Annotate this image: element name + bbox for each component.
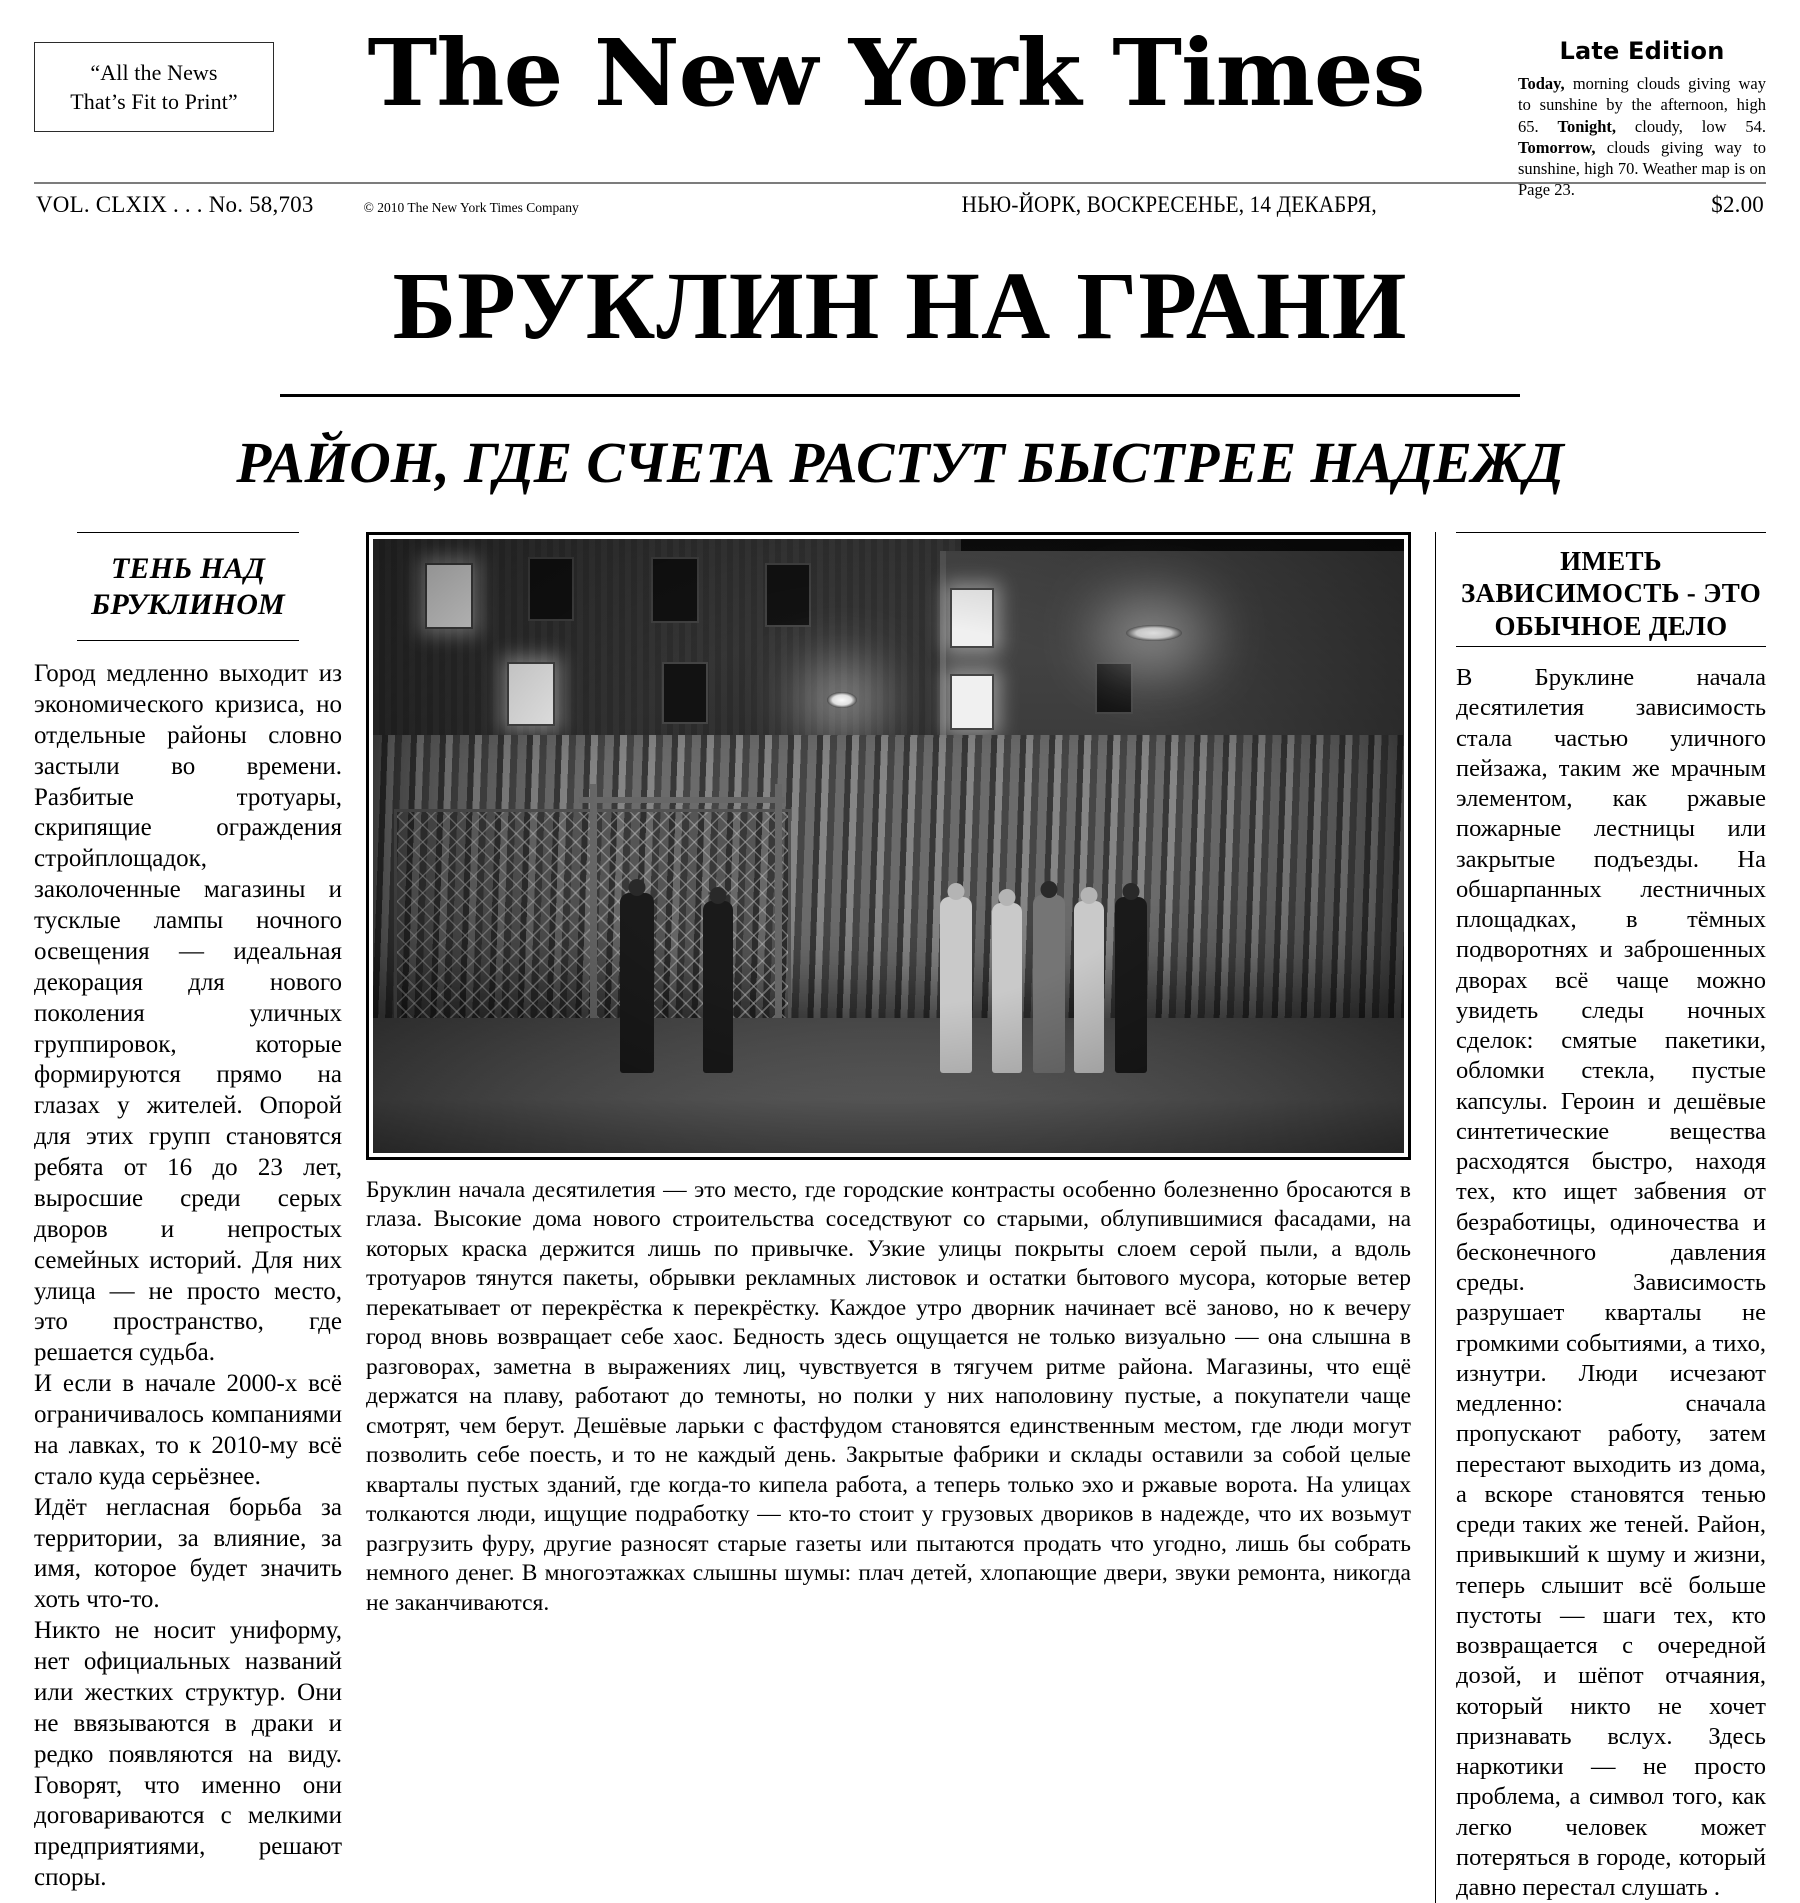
volume-number: VOL. CLXIX . . . No. 58,703 [36,192,314,217]
weather-tomorrow-text: clouds giving way to sunshine, high 70. Weather map is on Page 23. [1518,137,1766,200]
right-kicker-line-1: ИМЕТЬ [1560,545,1662,576]
right-kicker [1456,533,1766,646]
headline-divider [280,394,1520,397]
left-kicker-line-1: ТЕНЬ НАД [110,551,266,585]
right-kicker-rule-bottom [1456,646,1766,647]
slogan-line-2: That’s Fit to Print” [70,89,238,114]
folio-line [34,184,1766,218]
left-kicker-line-2: БРУКЛИНОМ [91,588,285,622]
left-paragraph-4: Никто не носит униформу, нет официальных названий или жестких структур. Они не ввязываются в драки и редко появляются на виду. Говорят, что именно они договариваются с мелкими предприятиями, решают споры. [34,1617,342,1892]
photo-caption-wrap [366,1176,1411,1618]
main-headline: БРУКЛИН НА ГРАНИ [392,252,1408,359]
weather-today-label: Today, [1518,73,1565,93]
left-kicker-rule-bottom [77,640,299,641]
right-kicker-line-3: ОБЫЧНОЕ ДЕЛО [1494,610,1728,641]
lead-photo-frame [366,532,1411,1160]
copyright-notice: © 2010 The New York Times Company [363,200,579,215]
price: $2.00 [1711,192,1764,217]
right-kicker-line-2: ЗАВИСИМОСТЬ - ЭТО [1461,578,1761,609]
left-paragraph-2: И если в начале 2000-х всё ограничивалось компаниями на лавках, то к 2010-му всё стало куда серьёзнее. [34,1370,342,1490]
left-paragraph-1: Город медленно выходит из экономического кризиса, но отдельные районы словно застыли во времени. Разбитые тротуары, скрипящие ограждения стройплощадок, заколоченные магазины и тусклые лампы ночного освещения — идеальная декорация для нового поколения уличных группировок, которые формируются прямо на глазах у жителей. Опорой для этих групп становятся ребята от 16 до 23 лет, выросшие среди серых дворов и непростых семейных историй. Для них улица — не просто место, это пространство, где решается судьба. [34,660,342,1367]
dateline: НЬЮ-ЙОРК, ВОСКРЕСЕНЬЕ, 14 ДЕКАБРЯ, [961,192,1377,217]
edition-label: Late Edition [1559,37,1725,65]
photo-caption: Бруклин начала десятилетия — это место, где городские контрасты особенно болезненно бросаются в глаза. Высокие дома нового строительства соседствуют со старыми, облупившимися фасадами, на которых краска держится лишь по привычке. Узкие улицы покрыты слоем серой пыли, а вдоль тротуаров тянутся пакеты, обрывки рекламных листовок и остатки бытового мусора, которые ветер перекатывает от перекрёстка к перекрёстку. Каждое утро дворник начинает всё заново, но к вечеру город вновь возвращает себе хаос. Бедность здесь ощущается не только визуально — она слышна в разговорах, заметна в выражениях лиц, чувствуется в тягучем ритме района. Магазины, что ещё держатся на плаву, работают до темноты, но полки у них наполовину пустые, а покупатели чаще смотрят, чем берут. Дешёвые ларьки с фастфудом становятся единственным местом, где люди могут позволить себе поесть, и то не каждый день. Закрытые фабрики и склады оставили за собой целые кварталы пустых зданий, где когда-то кипела работа, а теперь только эхо и ржавые ворота. На улицах толкаются люди, ищущие подработку — кто-то стоит у грузовых двориков в надежде, что их возьмут разгрузить фуру, другие разносят старые газеты или пытаются продать что угодно, лишь бы собрать немного денег. В многоэтажках слышны шумы: плач детей, хлопающие двери, звуки ремонта, никогда не заканчиваются. [366,1176,1411,1616]
slogan-box [34,42,274,132]
weather-tomorrow-label: Tomorrow, [1518,137,1596,157]
newspaper-logo: The New York Times [367,19,1425,127]
left-kicker [34,533,342,626]
photo-vignette [373,539,1404,1153]
weather-tonight-label: Tonight, [1557,116,1617,136]
weather-forecast [1518,73,1766,201]
weather-today-text: morning clouds giving way to sunshine by the afternoon, high 65. [1518,73,1766,136]
right-column [1435,532,1766,1903]
masthead [34,0,1767,200]
right-paragraph-1: В Бруклине начала десятилетия зависимость стала частью уличного пейзажа, таким же мрачным элементом, как ржавые пожарные лестницы или закрытые подъезды. На обшарпанных лестничных площадках, в тёмных подворотнях и заброшенных дворах всё чаще можно увидеть следы ночных сделок: смятые пакетики, обломки стекла, пустые капсулы. Героин и дешёвые синтетические вещества расходятся быстро, находя тех, кто ищет забвения от безработицы, одиночества и бесконечного давления среды. Зависимость разрушает кварталы не громкими событиями, а тихо, изнутри. Люди исчезают медленно: сначала пропускают работу, затем перестают выходить из дома, а вскоре становятся тенью среди таких же теней. Район, привыкший к шуму и жизни, теперь слышит всё больше пустоты — шаги тех, кто возвращается с очередной дозой, и шёпот отчаяния, который никто не хочет признавать вслух. Здесь наркотики — не просто проблема, а символ того, как легко человек может потеряться в городе, который давно перестал слушать . [1456,664,1766,1902]
lead-photo [373,539,1404,1153]
weather-box [1518,36,1766,201]
sub-headline: РАЙОН, ГДЕ СЧЕТА РАСТУТ БЫСТРЕЕ НАДЕЖД [236,430,1564,495]
center-column [342,532,1433,1618]
left-paragraph-3: Идёт негласная борьба за территории, за влияние, за имя, которое будет значить хоть что-то. [34,1493,342,1614]
slogan-line-1: “All the News [90,59,218,85]
article-grid [34,532,1766,1903]
weather-tonight-text: cloudy, low 54. [1616,116,1767,136]
left-column [34,532,342,1894]
nameplate [274,19,1518,127]
